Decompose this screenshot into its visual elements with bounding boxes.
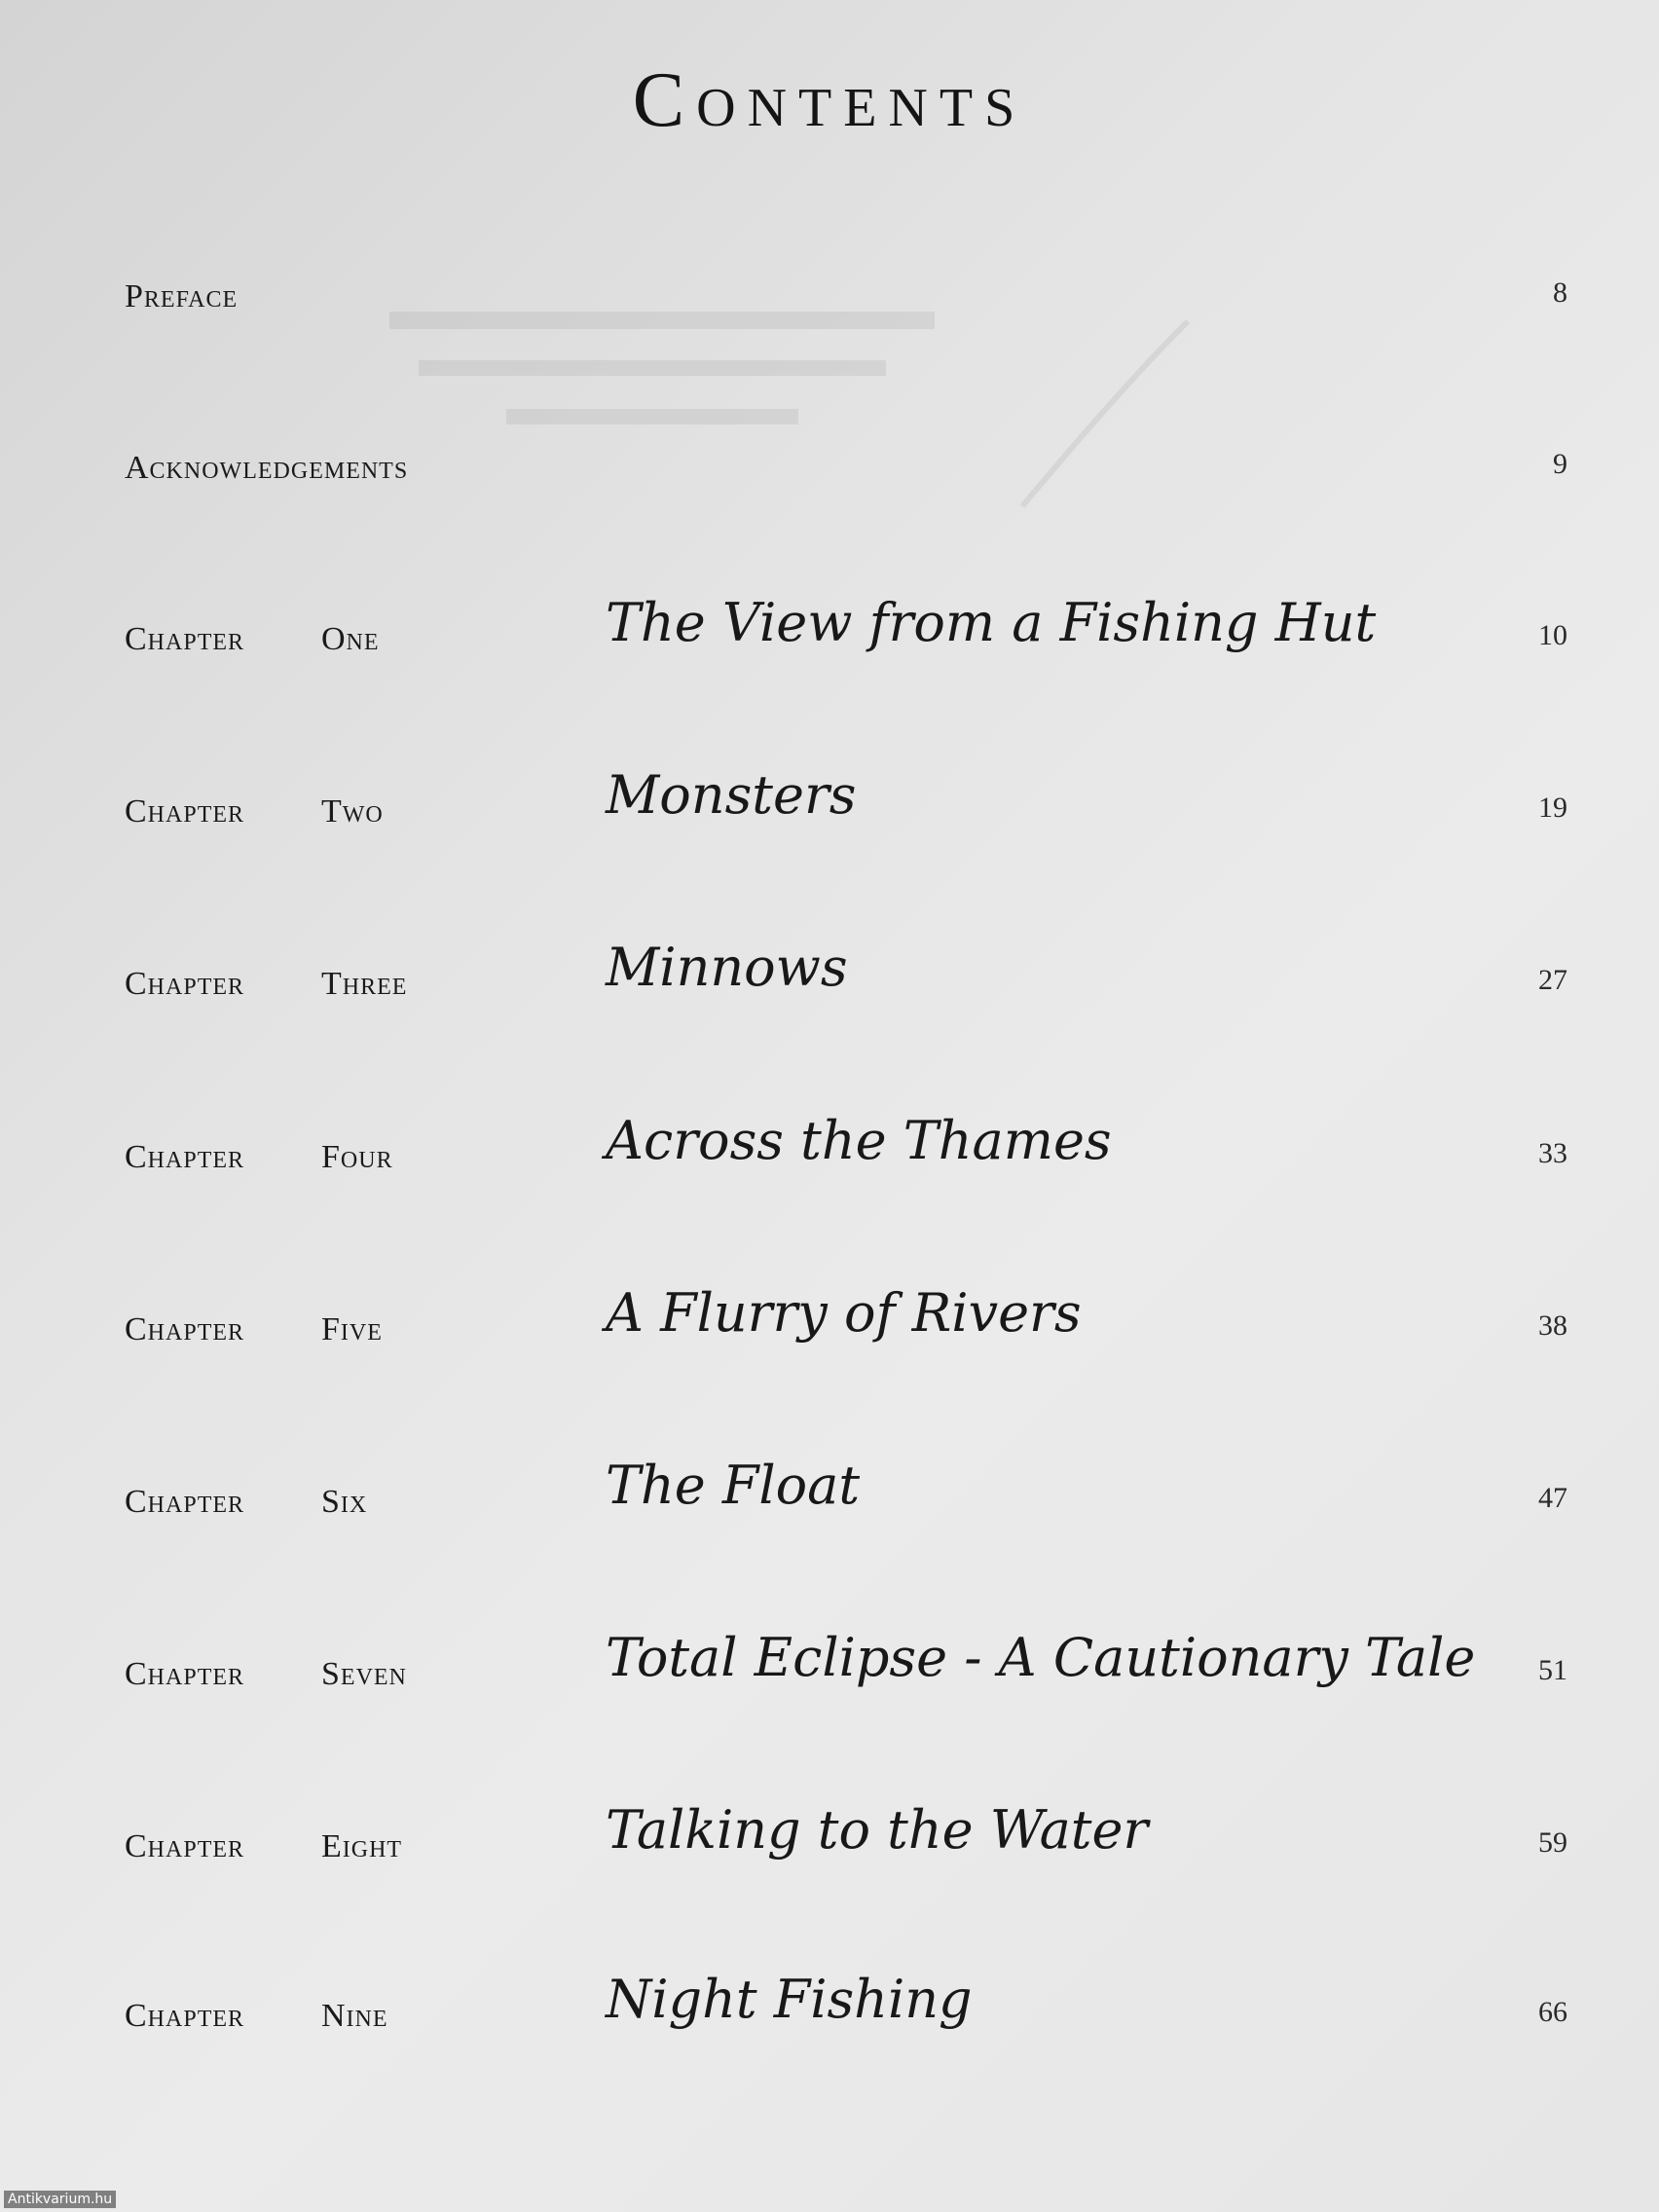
page-number: 59: [1538, 1826, 1567, 1859]
page-number: 27: [1538, 964, 1567, 996]
chapter-number: Six: [321, 1484, 368, 1520]
chapter-label: Chapter: [125, 621, 245, 657]
chapter-title: Minnows: [606, 937, 848, 998]
entry-label: Preface: [125, 278, 239, 314]
chapter-number: Eight: [321, 1828, 403, 1864]
chapter-title: Night Fishing: [606, 1969, 973, 2030]
show-through-illustration: [389, 302, 1363, 516]
entry-label: Acknowledgements: [125, 450, 409, 486]
chapter-number: Two: [321, 793, 384, 830]
page-number: 10: [1538, 619, 1567, 651]
chapter-title: Total Eclipse - A Cautionary Tale: [606, 1627, 1476, 1688]
chapter-title: The View from a Fishing Hut: [606, 592, 1377, 653]
chapter-label: Chapter: [125, 1998, 245, 2034]
chapter-title: Talking to the Water: [606, 1799, 1149, 1861]
chapter-number: Nine: [321, 1998, 388, 2034]
chapter-number: Seven: [321, 1656, 407, 1692]
chapter-label: Chapter: [125, 1484, 245, 1520]
chapter-label: Chapter: [125, 1656, 245, 1692]
chapter-label: Chapter: [125, 1828, 245, 1864]
page-number: 8: [1553, 276, 1567, 309]
chapter-label: Chapter: [125, 1311, 245, 1347]
page-number: 9: [1553, 448, 1567, 480]
chapter-number: One: [321, 621, 380, 657]
page-number: 38: [1538, 1309, 1567, 1342]
page-number: 66: [1538, 1996, 1567, 2028]
page-number: 51: [1538, 1654, 1567, 1686]
chapter-label: Chapter: [125, 966, 245, 1002]
chapter-number: Four: [321, 1139, 393, 1175]
chapter-title: A Flurry of Rivers: [606, 1282, 1082, 1344]
chapter-title: Monsters: [606, 764, 857, 826]
watermark: Antikvarium.hu: [4, 2191, 116, 2208]
chapter-title: Across the Thames: [606, 1110, 1112, 1171]
chapter-number: Five: [321, 1311, 383, 1347]
page-number: 19: [1538, 792, 1567, 824]
page-number: 33: [1538, 1137, 1567, 1169]
page-title: Contents: [632, 57, 1027, 143]
page-number: 47: [1538, 1482, 1567, 1514]
chapter-label: Chapter: [125, 1139, 245, 1175]
chapter-title: The Float: [606, 1455, 861, 1516]
chapter-label: Chapter: [125, 793, 245, 830]
chapter-number: Three: [321, 966, 408, 1002]
